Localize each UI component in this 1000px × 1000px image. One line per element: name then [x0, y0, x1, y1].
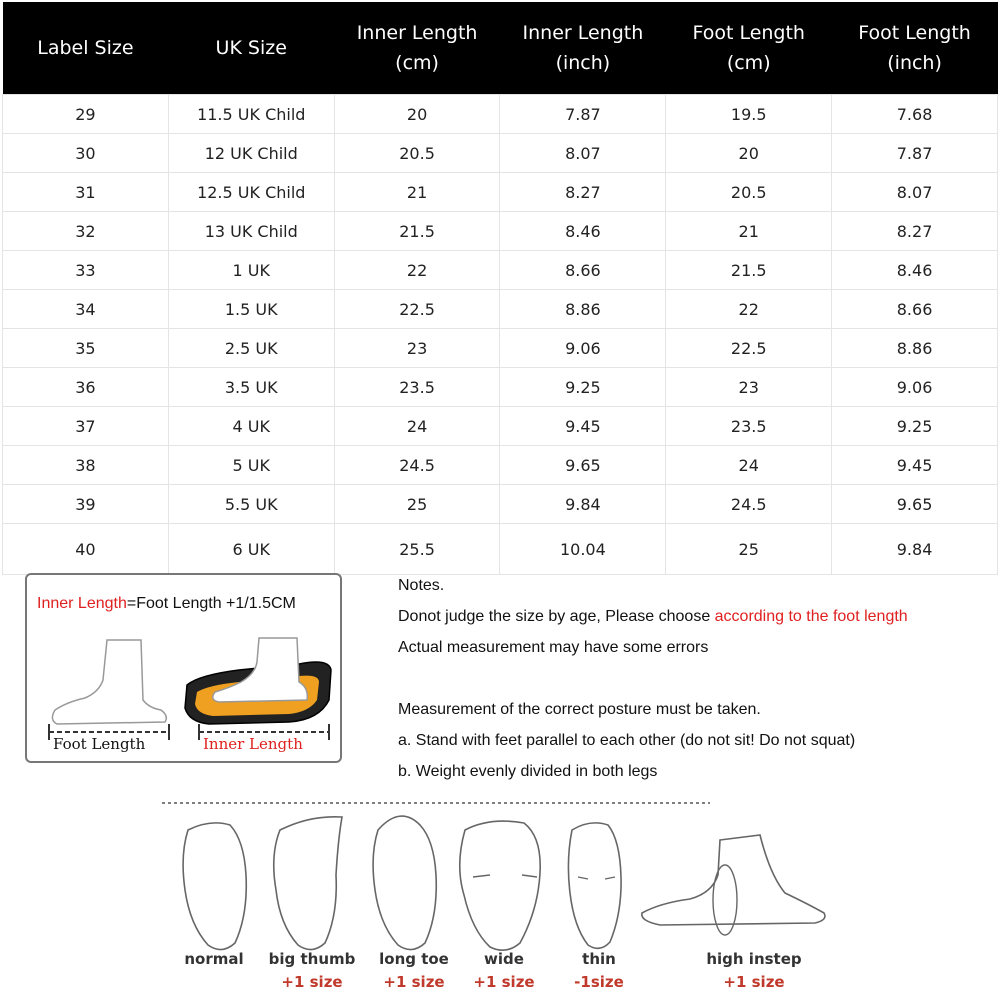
table-cell: 31 [3, 173, 169, 212]
table-cell: 8.66 [500, 251, 666, 290]
table-cell: 19.5 [666, 95, 832, 134]
table-cell: 8.86 [832, 329, 998, 368]
table-cell: 36 [3, 368, 169, 407]
notes-line-weight: b. Weight evenly divided in both legs [398, 763, 658, 780]
formula-inner-length: Inner Length [37, 595, 127, 612]
header-foot-inch: Foot Length (inch) [832, 2, 998, 95]
table-cell: 8.86 [500, 290, 666, 329]
foot-type-label: normal [184, 950, 244, 968]
table-cell: 9.84 [832, 524, 998, 575]
foot-type-size-adjust: -1size [574, 973, 624, 991]
table-cell: 1.5 UK [168, 290, 334, 329]
table-cell: 23 [666, 368, 832, 407]
table-cell: 8.46 [832, 251, 998, 290]
table-cell: 38 [3, 446, 169, 485]
table-cell: 22 [334, 251, 500, 290]
table-cell: 35 [3, 329, 169, 368]
table-cell: 9.06 [832, 368, 998, 407]
header-row [3, 2, 998, 95]
table-cell: 12 UK Child [168, 134, 334, 173]
table-cell: 25 [666, 524, 832, 575]
table-row [3, 485, 998, 524]
table-cell: 20 [666, 134, 832, 173]
table-cell: 20 [334, 95, 500, 134]
high-instep-foot-icon [642, 835, 825, 925]
table-cell: 34 [3, 290, 169, 329]
table-row [3, 134, 998, 173]
table-row [3, 368, 998, 407]
table-cell: 8.46 [500, 212, 666, 251]
table-cell: 24.5 [334, 446, 500, 485]
big-thumb-foot-icon [274, 817, 342, 950]
length-formula [37, 595, 296, 613]
table-cell: 22 [666, 290, 832, 329]
table-row [3, 290, 998, 329]
foot-types-illustration [160, 795, 840, 995]
table-cell: 2.5 UK [168, 329, 334, 368]
table-cell: 9.65 [500, 446, 666, 485]
table-cell: 7.87 [832, 134, 998, 173]
table-cell: 22.5 [666, 329, 832, 368]
table-cell: 21 [334, 173, 500, 212]
table-cell: 23.5 [666, 407, 832, 446]
size-chart-table [2, 2, 998, 575]
table-cell: 12.5 UK Child [168, 173, 334, 212]
table-row [3, 173, 998, 212]
foot-type-label: wide [484, 950, 524, 968]
long-toe-foot-icon [373, 816, 436, 949]
foot-length-label: Foot Length [53, 735, 146, 753]
foot-type-size-adjust: +1 size [473, 973, 535, 991]
table-cell: 4 UK [168, 407, 334, 446]
table-cell: 20.5 [334, 134, 500, 173]
table-row [3, 407, 998, 446]
header-foot-cm: Foot Length (cm) [666, 2, 832, 95]
table-cell: 21.5 [334, 212, 500, 251]
normal-foot-icon [183, 823, 246, 950]
table-cell: 24 [334, 407, 500, 446]
foot-type-label: long toe [379, 950, 449, 968]
table-cell: 25 [334, 485, 500, 524]
table-cell: 39 [3, 485, 169, 524]
table-row [3, 524, 998, 575]
table-row [3, 329, 998, 368]
table-cell: 10.04 [500, 524, 666, 575]
formula-rest: =Foot Length +1/1.5CM [126, 595, 296, 612]
thin-foot-icon [568, 823, 621, 948]
table-cell: 8.66 [832, 290, 998, 329]
table-cell: 9.65 [832, 485, 998, 524]
table-cell: 9.06 [500, 329, 666, 368]
table-cell: 8.27 [500, 173, 666, 212]
table-cell: 5.5 UK [168, 485, 334, 524]
table-cell: 20.5 [666, 173, 832, 212]
table-cell: 8.27 [832, 212, 998, 251]
table-cell: 1 UK [168, 251, 334, 290]
notes-line-stand: a. Stand with feet parallel to each other (do not sit! Do not squat) [398, 732, 856, 749]
foot-type-size-adjust: +1 size [383, 973, 445, 991]
table-cell: 24 [666, 446, 832, 485]
table-cell: 23 [334, 329, 500, 368]
table-cell: 9.84 [500, 485, 666, 524]
notes-red-highlight: according to the foot length [714, 608, 908, 625]
foot-type-label: thin [582, 950, 616, 968]
header-uk-size: UK Size [168, 2, 334, 95]
table-cell: 3.5 UK [168, 368, 334, 407]
table-cell: 9.25 [500, 368, 666, 407]
table-cell: 21.5 [666, 251, 832, 290]
table-cell: 29 [3, 95, 169, 134]
table-cell: 21 [666, 212, 832, 251]
table-cell: 11.5 UK Child [168, 95, 334, 134]
header-inner-inch: Inner Length (inch) [500, 2, 666, 95]
header-label-size: Label Size [3, 2, 169, 95]
foot-type-label: high instep [706, 950, 802, 968]
table-cell: 37 [3, 407, 169, 446]
table-cell: 13 UK Child [168, 212, 334, 251]
table-cell: 40 [3, 524, 169, 575]
notes-line-posture: Measurement of the correct posture must be taken. [398, 701, 761, 718]
table-row [3, 446, 998, 485]
table-cell: 6 UK [168, 524, 334, 575]
notes-line-errors: Actual measurement may have some errors [398, 639, 709, 656]
table-cell: 8.07 [832, 173, 998, 212]
table-cell: 32 [3, 212, 169, 251]
notes-line-size-advice: Donot judge the size by age, Please choose according to the foot length [398, 608, 908, 625]
wide-foot-icon [460, 821, 540, 950]
table-cell: 22.5 [334, 290, 500, 329]
table-cell: 9.45 [832, 446, 998, 485]
header-inner-cm: Inner Length (cm) [334, 2, 500, 95]
notes-title: Notes. [398, 577, 445, 594]
table-cell: 30 [3, 134, 169, 173]
table-cell: 23.5 [334, 368, 500, 407]
table-cell: 7.87 [500, 95, 666, 134]
foot-type-size-adjust: +1 size [723, 973, 785, 991]
table-cell: 24.5 [666, 485, 832, 524]
inner-length-label: Inner Length [203, 735, 303, 753]
table-cell: 8.07 [500, 134, 666, 173]
length-diagram [25, 573, 342, 763]
table-cell: 9.45 [500, 407, 666, 446]
table-cell: 5 UK [168, 446, 334, 485]
notes-section [398, 574, 978, 791]
table-row [3, 251, 998, 290]
table-cell: 25.5 [334, 524, 500, 575]
table-cell: 9.25 [832, 407, 998, 446]
table-cell: 7.68 [832, 95, 998, 134]
foot-types-drawing [160, 795, 840, 955]
table-cell: 33 [3, 251, 169, 290]
foot-type-size-adjust: +1 size [281, 973, 343, 991]
foot-type-label: big thumb [268, 950, 356, 968]
table-row [3, 212, 998, 251]
table-row [3, 95, 998, 134]
